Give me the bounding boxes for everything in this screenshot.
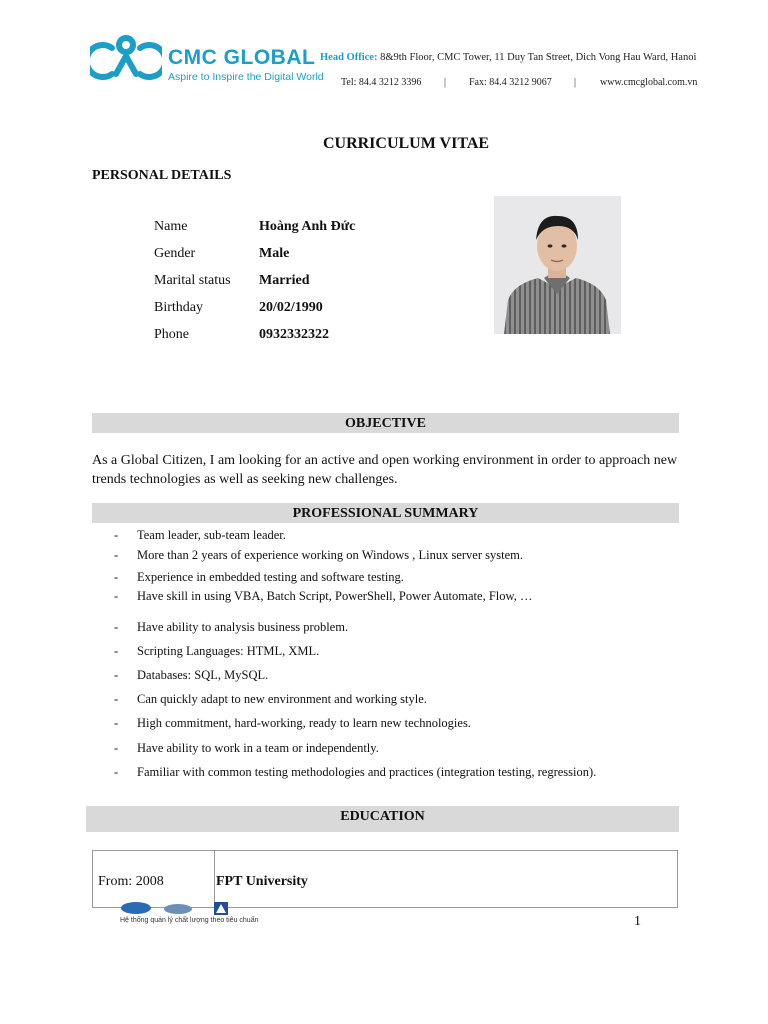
summary-item-text: More than 2 years of experience working on Windows , Linux server system. (137, 548, 523, 562)
head-office-address: 8&9th Floor, CMC Tower, 11 Duy Tan Street, Dich Vong Hau Ward, Hanoi (380, 52, 697, 63)
objective-text: As a Global Citizen, I am looking for an active and open working environment in order to approach new trends technologies as well as seeking new challenges. (92, 453, 678, 487)
summary-item-text: Databases: SQL, MySQL. (137, 668, 269, 682)
summary-item-text: Have ability to analysis business problem. (137, 620, 349, 634)
personal-label: Gender (154, 246, 196, 261)
personal-value: Male (259, 246, 290, 261)
brand-tagline: Aspire to Inspire the Digital World (168, 71, 324, 83)
summary-item-text: Have skill in using VBA, Batch Script, PowerShell, Power Automate, Flow, … (137, 589, 533, 603)
brand-name: CMC GLOBAL (168, 46, 316, 69)
tel-number: Tel: 84.4 3212 3396 (341, 77, 422, 88)
website-link[interactable]: www.cmcglobal.com.vn (600, 77, 698, 88)
professional-summary-heading: PROFESSIONAL SUMMARY (92, 503, 679, 523)
summary-item-text: Have ability to work in a team or independently. (137, 741, 379, 755)
summary-item-text: Familiar with common testing methodologies and practices (integration testing, regression). (137, 765, 597, 779)
summary-item-text: Experience in embedded testing and software testing. (137, 570, 404, 584)
personal-details-heading: PERSONAL DETAILS (92, 168, 232, 183)
certification-caption: Hệ thống quản lý chất lượng theo tiêu chuẩn (120, 917, 259, 924)
summary-item-text: High commitment, hard-working, ready to learn new technologies. (137, 716, 471, 730)
head-office-label: Head Office: (320, 52, 378, 63)
table-divider (214, 850, 215, 908)
fax-number: Fax: 84.4 3212 9067 (469, 77, 552, 88)
page-number: 1 (634, 914, 641, 929)
education-table (92, 850, 678, 908)
certification-logos-icon (120, 901, 232, 917)
cmc-logo-icon (90, 34, 162, 84)
summary-item-text: Can quickly adapt to new environment and working style. (137, 692, 427, 706)
personal-value: 0932332322 (259, 327, 329, 342)
education-school: FPT University (216, 874, 308, 889)
summary-item-text: Scripting Languages: HTML, XML. (137, 644, 320, 658)
personal-value: 20/02/1990 (259, 300, 323, 315)
personal-value: Married (259, 273, 310, 288)
separator: | (444, 77, 447, 88)
profile-photo (494, 196, 621, 334)
document-title: CURRICULUM VITAE (322, 135, 490, 152)
personal-label: Marital status (154, 273, 231, 288)
education-heading: EDUCATION (86, 806, 679, 832)
personal-label: Name (154, 219, 188, 234)
personal-value: Hoàng Anh Đức (259, 219, 356, 234)
objective-heading: OBJECTIVE (92, 413, 679, 433)
separator: | (574, 77, 577, 88)
summary-item-text: Team leader, sub-team leader. (137, 528, 286, 542)
personal-label: Phone (154, 327, 189, 342)
personal-label: Birthday (154, 300, 203, 315)
education-from: From: 2008 (98, 874, 164, 889)
portrait-image (494, 196, 621, 334)
head-office-line (320, 52, 696, 63)
